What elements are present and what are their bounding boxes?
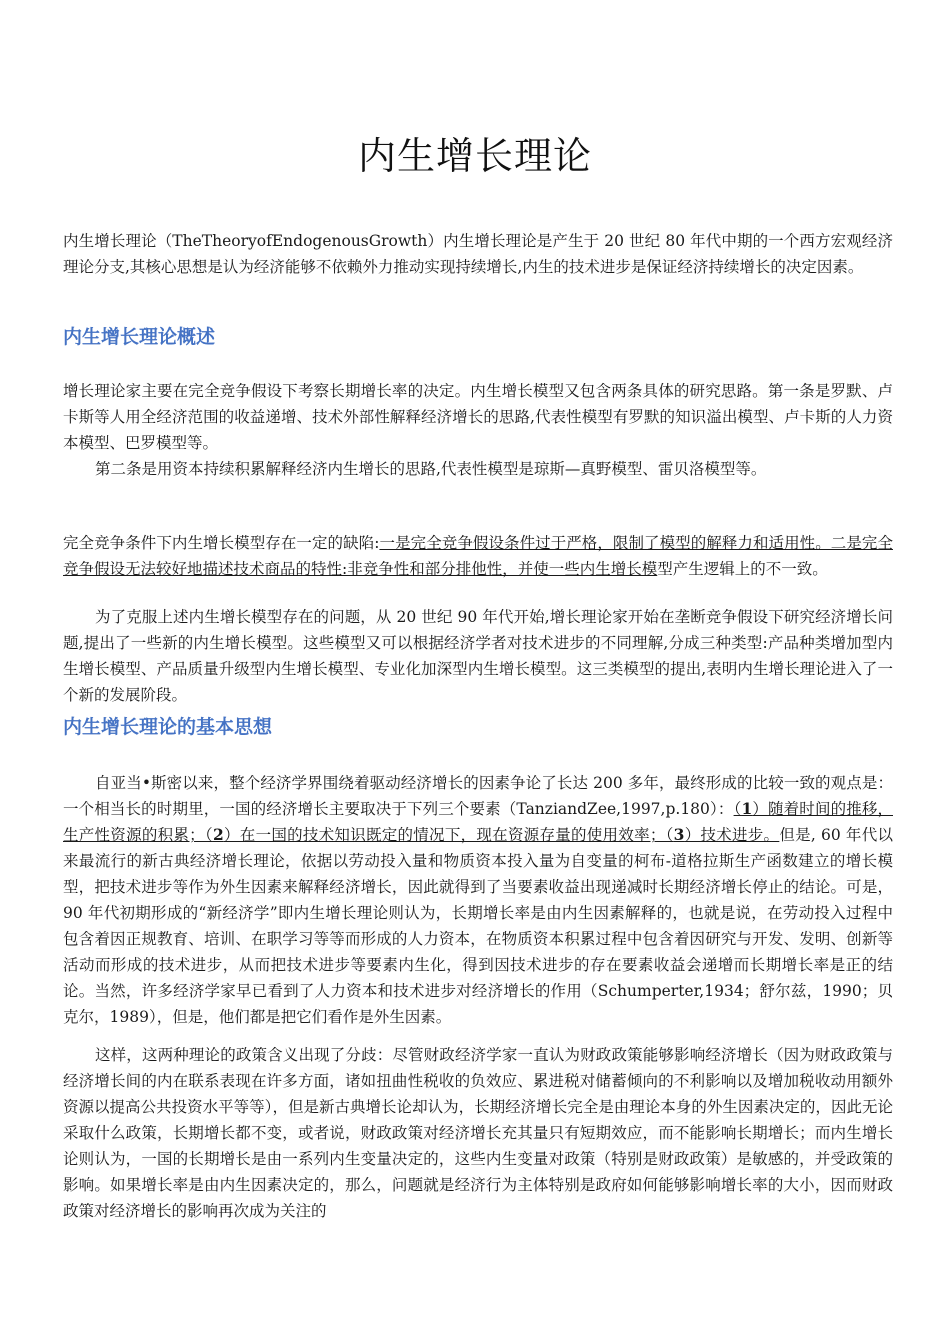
section-heading-overview: 内生增长理论概述: [63, 326, 216, 348]
intro-paragraph: 内生增长理论（TheTheoryofEndogenousGrowth）内生增长理论是产生于 20 世纪 80 年代中期的一个西方宏观经济理论分支,其核心思想是认为经济能够不依赖外力推动实现持续增长,内生的技术进步是保证经济持续增长的决定因素。: [63, 232, 893, 276]
factor-text-2: ）在一国的技术知识既定的情况下，现在资源存量的使用效率；（: [223, 826, 674, 844]
three-factors-intro: 自亚当•斯密以来，整个经济学界围绕着驱动经济增长的因素争论了长达 200 多年，最终形成的比较一致的观点是：一个相当长的时期里，一国的经济增长主要取决于下列三个要素（TanziandZee,1997,p.180）：: [63, 774, 893, 818]
overview-paragraph-2: 第二条是用资本持续积累解释经济内生增长的思路,代表性模型是琼斯—真野模型、雷贝洛模型等。: [95, 460, 767, 478]
overview-paragraph-4: 为了克服上述内生增长模型存在的问题，从 20 世纪 90 年代开始,增长理论家开始在垄断竞争假设下研究经济增长问题,提出了一些新的内生增长模型。这些模型又可以根据经济学者对技术进步的不同理解,分成三种类型:产品种类增加型内生增长模型、产品质量升级型内生增长模型、专业化加深型内生增长模型。这三类模型的提出,表明内生增长理论进入了一个新的发展阶段。: [63, 608, 893, 704]
basic-ideas-paragraph-2: 这样，这两种理论的政策含义出现了分歧：尽管财政经济学家一直认为财政政策能够影响经济增长（因为财政政策与经济增长间的内在联系表现在许多方面，诸如扭曲性税收的负效应、累进税对储蓄倾向的不利影响以及增加税收动用额外资源以提高公共投资水平等等），但是新古典增长论却认为，长期经济增长完全是由理论本身的外生因素决定的，因此无论采取什么政策，长期增长都不变，或者说，财政政策对经济增长充其量只有短期效应，而不能影响长期增长；而内生增长论则认为，一国的长期增长是由一系列内生变量决定的，这些内生变量对政策（特别是财政政策）是敏感的，并受政策的影响。如果增长率是由内生因素决定的，那么，问题就是经济行为主体特别是政府如何能够影响增长率的大小，因而财政政策对经济增长的影响再次成为关注的: [63, 1046, 893, 1220]
overview-paragraph-3: [63, 530, 893, 582]
neoclassical-vs-endogenous-text: 但是, 60 年代以来最流行的新古典经济增长理论，依据以劳动投入量和物质资本投入量为自变量的柯布-道格拉斯生产函数建立的增长模型，把技术进步等作为外生因素来解释经济增长，因此就得到了当要素收益出现递减时长期经济增长停止的结论。可是，90 年代初期形成的“新经济学”即内生增长理论则认为，长期增长率是由内生因素解释的，也就是说，在劳动投入过程中包含着因正规教育、培训、在职学习等等而形成的人力资本，在物质资本积累过程中包含着因研究与开发、发明、创新等活动而形成的技术进步，从而把技术进步等要素内生化，得到因技术进步的存在要素收益会递增而长期增长率是正的结论。当然，许多经济学家早已看到了人力资本和技术进步对经济增长的作用（Schumperter,1934；舒尔兹，1990；贝克尔，1989），但是，他们都是把它们看作是外生因素。: [63, 826, 893, 1026]
defect-underlined-text: 一是完全竞争假设条件过于严格，限制了模型的解释力和适用性。二是完全竞争假设无法较好地描述技术商品的特性:非竞争性和部分排他性，并使一些内生增长模: [63, 534, 893, 578]
defect-intro-text: 完全竞争条件下内生增长模型存在一定的缺陷:: [63, 534, 380, 552]
section-heading-basic-ideas: 内生增长理论的基本思想: [63, 716, 273, 738]
factor-list-open: （: [733, 800, 742, 818]
factor-number-1: 1: [741, 799, 753, 818]
defect-tail-text: 型产生逻辑上的不一致。: [657, 560, 828, 578]
page-title: 内生增长理论: [357, 134, 592, 179]
factor-number-2: 2: [212, 825, 224, 844]
overview-paragraph-1: 增长理论家主要在完全竞争假设下考察长期增长率的决定。内生增长模型又包含两条具体的研究思路。第一条是罗默、卢卡斯等人用全经济范围的收益递增、技术外部性解释经济增长的思路,代表性模型有罗默的知识溢出模型、卢卡斯的人力资本模型、巴罗模型等。: [63, 382, 893, 452]
factor-text-1: ）随着时间的推移，生产性资源的积累；（: [63, 800, 893, 844]
factor-number-3: 3: [673, 825, 685, 844]
basic-ideas-paragraph-1: [63, 770, 893, 1030]
factor-text-3: ）技术进步。: [684, 826, 780, 844]
